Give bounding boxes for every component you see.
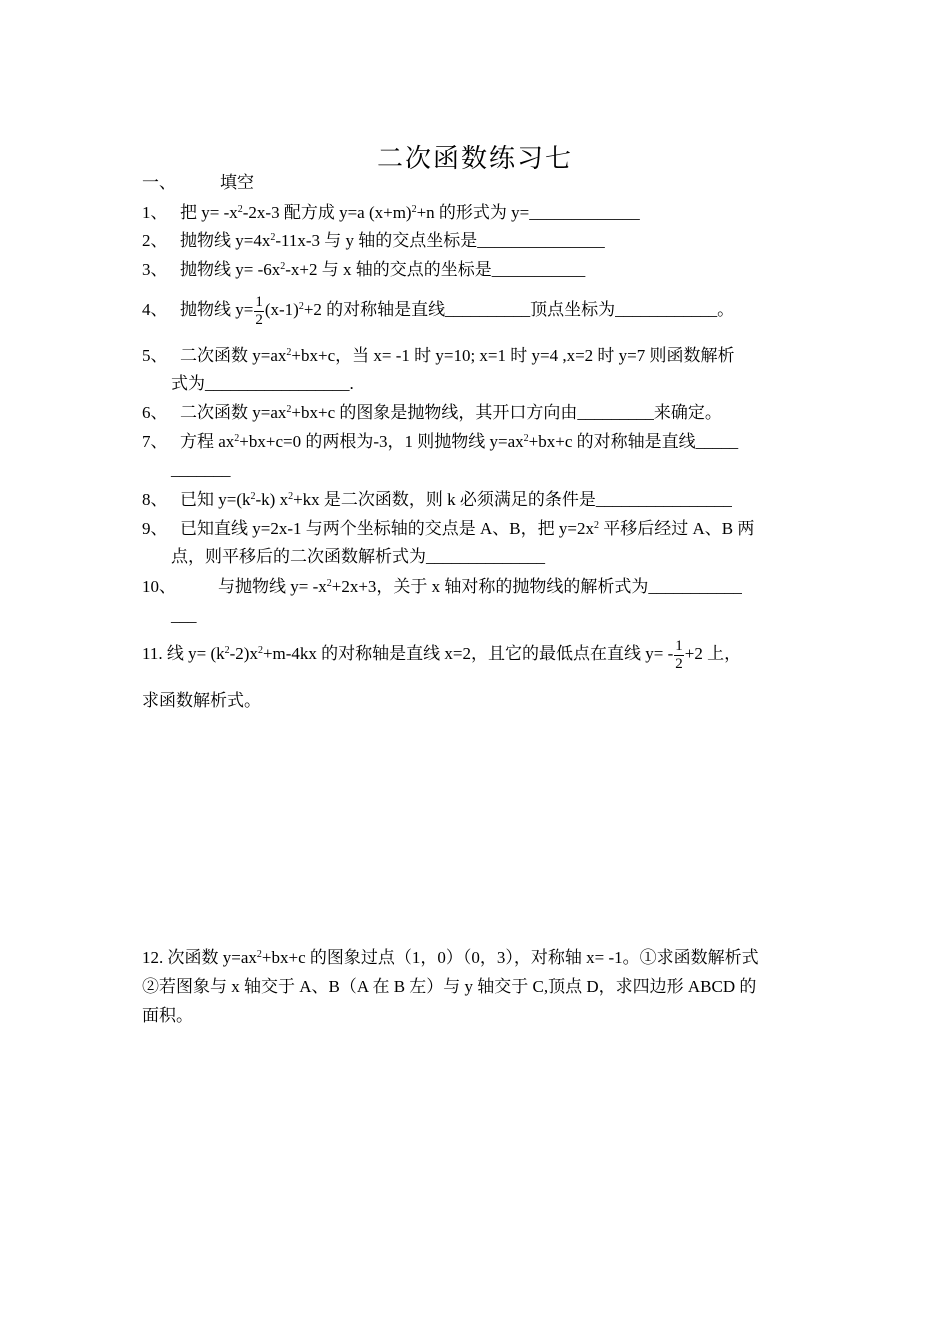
exponent: 2 [257, 645, 263, 656]
question-5-continuation: 式为_________________. [171, 374, 354, 393]
question-text: (x-1) [264, 300, 299, 319]
question-text: +bx+c 的图象是抛物线，其开口方向由_________来确定。 [291, 403, 722, 422]
question-4 [142, 290, 812, 330]
fraction [254, 294, 264, 329]
question-number: 2、 [142, 231, 168, 250]
section-label: 填空 [220, 173, 254, 192]
question-number: 4、 [142, 300, 168, 319]
question-text: +bx+c 的对称轴是直线_____ [528, 432, 739, 451]
question-12 [142, 946, 812, 970]
question-number: 6、 [142, 403, 168, 422]
question-text: 已知直线 y=2x-1 与两个坐标轴的交点是 A、B，把 y=2x [180, 519, 594, 538]
question-text: -x+2 与 x 轴的交点的坐标是___________ [285, 260, 586, 279]
fraction-numerator: 1 [255, 293, 263, 310]
question-11 [142, 634, 812, 674]
question-9-continuation: 点，则平移后的二次函数解析式为______________ [171, 547, 545, 566]
question-text: 11. 线 y= (k [142, 644, 225, 663]
fraction-denominator: 2 [255, 311, 263, 328]
question-8 [142, 488, 812, 512]
exponent: 2 [523, 433, 529, 444]
question-1 [142, 201, 812, 225]
question-5 [142, 344, 812, 368]
exponent: 2 [224, 645, 230, 656]
page-title: 二次函数练习七 [376, 144, 573, 174]
question-10 [142, 575, 812, 599]
question-text: +bx+c=0 的两根为-3，1 则抛物线 y=ax [239, 432, 524, 451]
question-number: 7、 [142, 432, 168, 451]
question-text: +bx+c，当 x= -1 时 y=10; x=1 时 y=4 ,x=2 时 y=7 则函数解析 [291, 346, 735, 365]
question-text: 与抛物线 y= -x [218, 577, 327, 596]
exponent: 2 [326, 578, 332, 589]
question-7 [142, 430, 812, 454]
question-text: +bx+c 的图象过点（1，0）（0，3），对称轴 x= -1。①求函数解析式 [261, 948, 759, 967]
question-3 [142, 258, 812, 282]
section-heading [142, 171, 812, 195]
fraction-denominator: 2 [675, 655, 683, 672]
exponent: 2 [237, 204, 243, 215]
section-number: 一、 [142, 173, 176, 192]
exponent: 2 [256, 949, 262, 960]
question-text: 平移后经过 A、B 两 [598, 519, 755, 538]
question-11-continuation: 求函数解析式。 [142, 691, 261, 710]
question-text: 已知 y=(k [180, 490, 251, 509]
question-number: 1、 [142, 203, 168, 222]
question-number: 5、 [142, 346, 168, 365]
exponent: 2 [234, 433, 240, 444]
question-text: 抛物线 y= -6x [180, 260, 281, 279]
question-text: -2x-3 配方成 y=a (x+m) [242, 203, 412, 222]
question-text: -k) x [255, 490, 289, 509]
exponent: 2 [250, 491, 256, 502]
question-2 [142, 229, 812, 253]
fraction [674, 638, 684, 673]
question-text: 抛物线 y= [180, 300, 254, 319]
question-number: 8、 [142, 490, 168, 509]
fraction-numerator: 1 [675, 637, 683, 654]
question-number: 3、 [142, 260, 168, 279]
question-12-line-3: 面积。 [142, 1006, 193, 1025]
question-text: +2x+3，关于 x 轴对称的抛物线的解析式为___________ [331, 577, 742, 596]
question-text: 把 y= -x [180, 203, 238, 222]
exponent: 2 [286, 404, 292, 415]
question-12-line-2: ②若图象与 x 轴交于 A、B（A 在 B 左）与 y 轴交于 C,顶点 D，求四边形 ABCD 的 [142, 977, 757, 996]
exponent: 2 [288, 491, 294, 502]
question-number: 9、 [142, 519, 168, 538]
question-number: 10、 [142, 577, 176, 596]
question-6 [142, 401, 812, 425]
question-text: 二次函数 y=ax [180, 403, 287, 422]
exponent: 2 [270, 232, 276, 243]
question-text: +2 的对称轴是直线__________顶点坐标为____________。 [303, 300, 735, 319]
question-text: 抛物线 y=4x [180, 231, 271, 250]
question-text: -2)x [229, 644, 258, 663]
exponent: 2 [411, 204, 417, 215]
exponent: 2 [286, 347, 292, 358]
question-10-continuation: ___ [171, 606, 197, 625]
question-text: +n 的形式为 y=_____________ [416, 203, 640, 222]
question-text: 12. 次函数 y=ax [142, 948, 257, 967]
question-text: +m-4kx 的对称轴是直线 x=2，且它的最低点在直线 y= - [262, 644, 674, 663]
question-9 [142, 517, 812, 541]
question-text: 二次函数 y=ax [180, 346, 287, 365]
exponent: 2 [280, 261, 286, 272]
question-text: 方程 ax [180, 432, 235, 451]
question-text: -11x-3 与 y 轴的交点坐标是_______________ [275, 231, 605, 250]
question-text: +kx 是二次函数，则 k 必须满足的条件是________________ [293, 490, 732, 509]
question-7-continuation: _______ [171, 460, 231, 479]
question-text: +2 上， [684, 644, 742, 663]
exponent: 2 [298, 301, 304, 312]
exponent: 2 [593, 520, 599, 531]
